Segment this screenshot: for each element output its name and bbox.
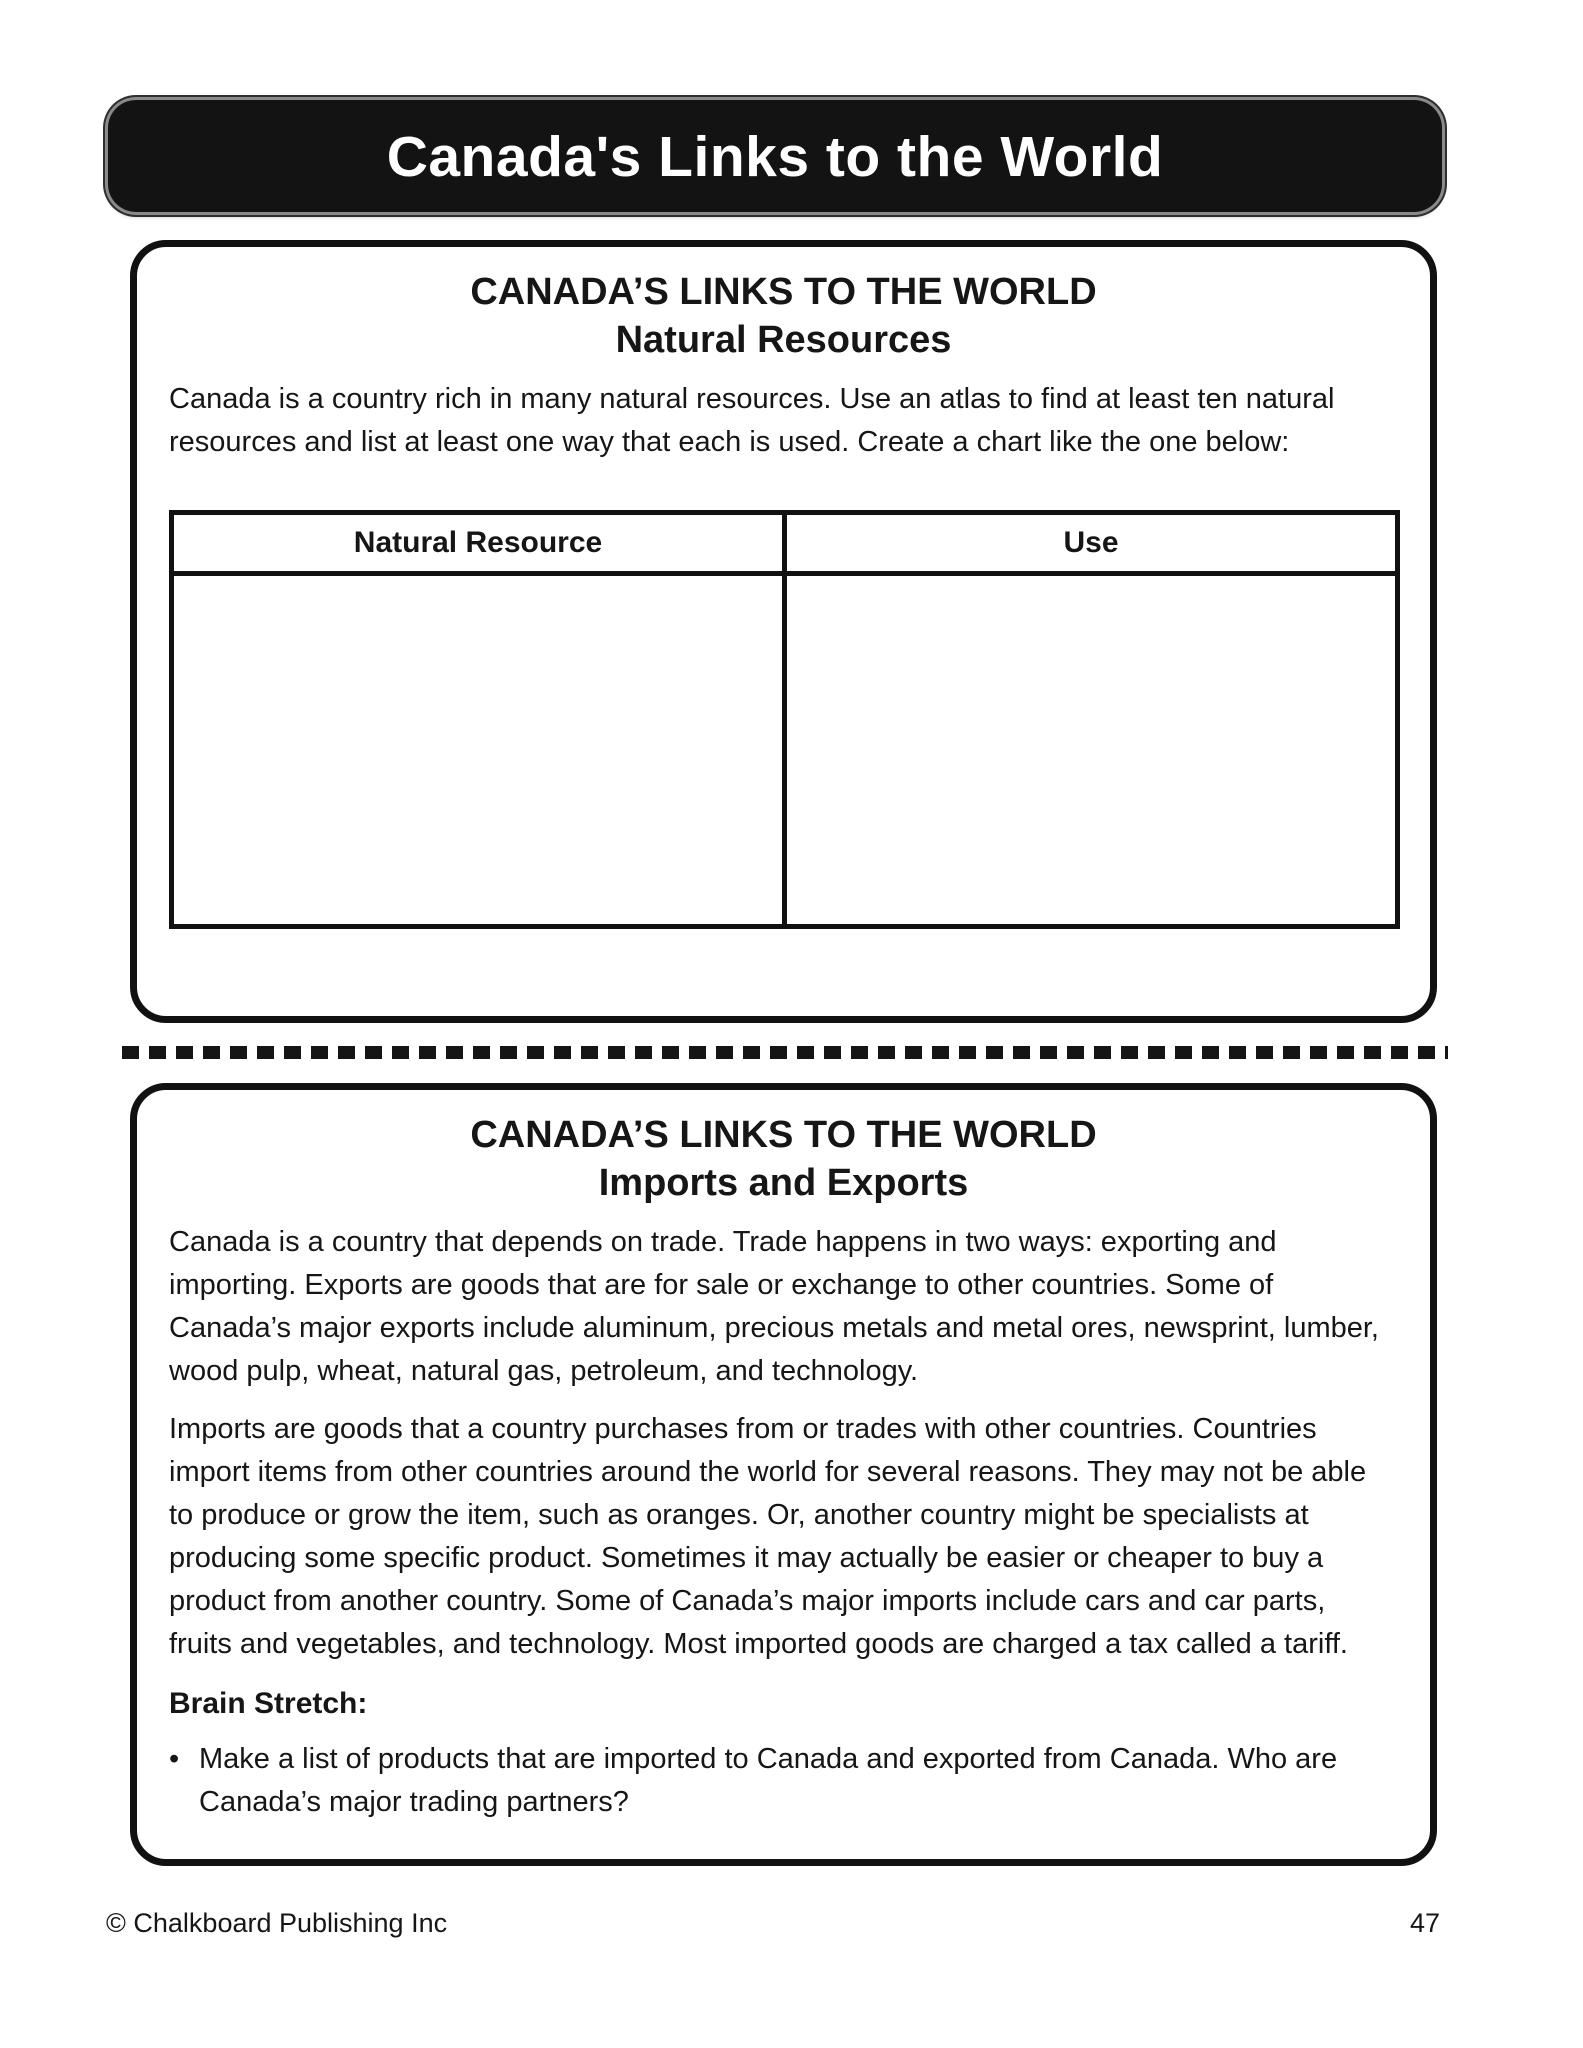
bullet-marker: • — [169, 1743, 180, 1775]
empty-cell-natural-resource — [172, 574, 785, 927]
brain-stretch-label: Brain Stretch: — [169, 1687, 368, 1720]
resources-table-body-row — [172, 574, 1398, 927]
column-header-natural-resource: Natural Resource — [172, 513, 785, 574]
footer-copyright: © Chalkboard Publishing Inc — [106, 1908, 448, 1938]
dashed-divider — [122, 1046, 1448, 1059]
section2-heading: CANADA’S LINKS TO THE WORLD — [470, 1114, 1097, 1156]
banner-title: Canada's Links to the World — [386, 125, 1164, 189]
empty-cell-use — [785, 574, 1398, 927]
resources-table-header-row — [172, 513, 1398, 574]
brain-stretch-bullet-text: Make a list of products that are imported to Canada and exported from Canada. Who are Canada’s major trading partners? — [199, 1743, 1338, 1818]
column-header-use: Use — [785, 513, 1398, 574]
section2-paragraph-imports: Imports are goods that a country purchases from or trades with other countries. Countries import items from other countries around the world for several reasons. They may not be able to produce or grow the item, such as oranges. Or, another country might be specialists at producing some specific product. Sometimes it may actually be easier or cheaper to buy a product from another country. Some of Canada’s major imports include cars and car parts, fruits and vegetables, and technology. Most imported goods are charged a tax called a tariff. — [169, 1413, 1367, 1660]
page-footer — [106, 1908, 1440, 1939]
section2-paragraph-exports: Canada is a country that depends on trade. Trade happens in two ways: exporting and importing. Exports are goods that are for sale or exchange to other countries. Some of Canada’s major exports include aluminum, precious metals and metal ores, newsprint, lumber, wood pulp, wheat, natural gas, petroleum, and technology. — [169, 1226, 1379, 1387]
section2-subheading: Imports and Exports — [598, 1162, 969, 1204]
section1-heading: CANADA’S LINKS TO THE WORLD — [470, 271, 1097, 313]
brain-stretch-bullet-item — [169, 1738, 1396, 1824]
section1-intro-paragraph: Canada is a country rich in many natural resources. Use an atlas to find at least ten natural resources and list at least one way that each is used. Create a chart like the one below: — [169, 383, 1335, 458]
page-number: 47 — [1409, 1908, 1440, 1938]
resources-table — [169, 510, 1400, 929]
natural-resources-box — [130, 240, 1437, 1023]
imports-exports-box — [130, 1083, 1437, 1866]
page-banner — [108, 100, 1442, 212]
section1-subheading: Natural Resources — [615, 319, 952, 361]
